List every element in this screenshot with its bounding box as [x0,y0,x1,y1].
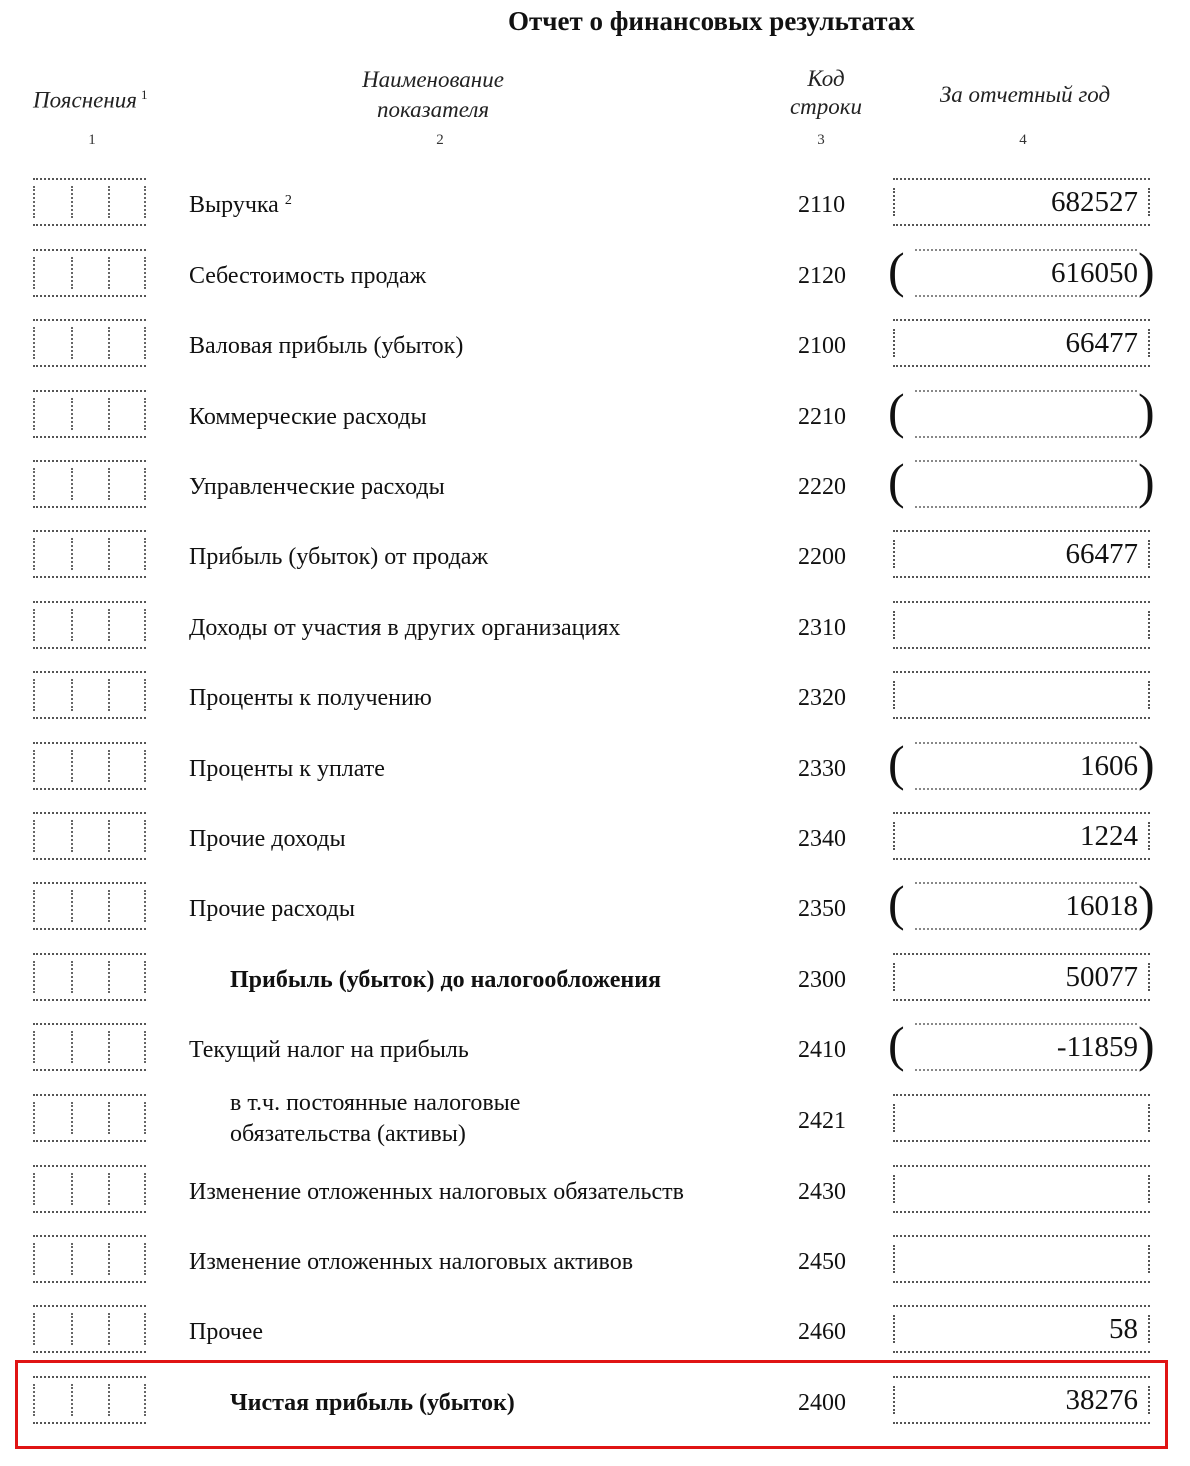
table-row [0,812,1190,882]
header-notes [33,80,173,116]
open-paren: ( [888,383,905,439]
footnote-marker: 2 [284,193,292,208]
notes-field[interactable] [33,530,146,578]
row-code: 2430 [798,1179,846,1205]
row-label [189,331,463,361]
row-label [189,402,427,432]
header-name-line2: показателя [376,97,490,122]
header-period [905,80,1145,110]
header-name [333,65,533,125]
row-value: 58 [1109,1313,1138,1345]
table-row [0,601,1190,671]
header-notes-text: Пояснения [33,87,137,113]
table-row [0,453,1190,530]
row-code: 2460 [798,1319,846,1345]
row-code: 2110 [798,192,846,218]
row-label [189,1317,263,1347]
row-code: 2220 [798,474,846,500]
notes-field[interactable] [33,178,146,226]
notes-field[interactable] [33,390,146,438]
row-code: 2210 [798,404,846,430]
table-row [0,671,1190,741]
row-value: 616050 [1051,257,1138,289]
table-row [0,530,1190,600]
table-row [0,735,1190,812]
close-paren: ) [1138,242,1155,298]
table-row [0,178,1190,248]
value-field[interactable] [915,390,1137,438]
header-name-line1: Наименование [362,67,504,92]
table-row [0,319,1190,389]
row-label-text: Себестоимость продаж [189,263,427,289]
highlight-frame [15,1360,1168,1449]
row-label [189,261,426,291]
row-value: 38276 [1065,1384,1138,1416]
row-label [189,824,346,854]
row-label-text: Прочее [189,1319,264,1345]
row-code: 2310 [798,615,846,641]
row-code: 2100 [798,333,846,359]
notes-field[interactable] [33,1165,146,1213]
row-code: 2410 [798,1037,846,1063]
row-label [189,1035,469,1065]
close-paren: ) [1138,453,1155,509]
notes-field[interactable] [33,882,146,930]
notes-field[interactable] [33,1235,146,1283]
row-code: 2320 [798,685,846,711]
row-label [189,683,432,713]
value-field[interactable] [893,1235,1150,1283]
row-label [189,542,488,572]
row-label-text: Управленческие расходы [189,474,445,500]
table-row [0,953,1190,1023]
row-value: 50077 [1065,961,1138,993]
row-code: 2450 [798,1249,846,1275]
row-code: 2421 [798,1108,846,1134]
table-row [0,875,1190,952]
open-paren: ( [888,453,905,509]
row-code: 2200 [798,544,846,570]
notes-field[interactable] [33,742,146,790]
open-paren: ( [888,875,905,931]
table-row [0,1090,1190,1164]
row-label [189,613,620,643]
row-label-text: Прибыль (убыток) от продаж [189,544,489,570]
row-code: 2340 [798,826,846,852]
row-value: 1606 [1080,750,1138,782]
value-field[interactable] [893,601,1150,649]
notes-field[interactable] [33,319,146,367]
notes-field[interactable] [33,1305,146,1353]
column-number-3: 3 [817,132,825,148]
row-label-text: Изменение отложенных налоговых обязательств [189,1179,684,1205]
open-paren: ( [888,1016,905,1072]
row-label-text: Чистая прибыль (убыток) [230,1390,515,1416]
row-label [230,965,661,995]
row-label-text: Проценты к получению [189,685,432,711]
row-label-text: Прочие расходы [189,896,355,922]
notes-field[interactable] [33,249,146,297]
row-label [189,472,445,502]
row-label [189,754,385,784]
row-label [189,1177,684,1207]
notes-field[interactable] [33,601,146,649]
table-row [0,1016,1190,1093]
row-label-line2: обязательства (активы) [230,1121,466,1147]
row-code: 2330 [798,756,846,782]
row-value: 682527 [1051,186,1138,218]
row-value: -11859 [1056,1031,1138,1063]
open-paren: ( [888,242,905,298]
header-code-line1: Код [807,66,845,91]
close-paren: ) [1138,875,1155,931]
column-number-4: 4 [1019,132,1027,148]
row-value: 1224 [1080,820,1138,852]
header-notes-footnote: 1 [140,87,148,102]
notes-field[interactable] [33,671,146,719]
close-paren: ) [1138,735,1155,791]
row-label-text: Изменение отложенных налоговых активов [189,1249,634,1275]
row-label-text: Проценты к уплате [189,756,385,782]
row-label [230,1088,520,1150]
row-label-text: Прочие доходы [189,826,346,852]
row-label-text: Текущий налог на прибыль [189,1037,469,1063]
row-label-text: Доходы от участия в других организациях [189,615,621,641]
row-code: 2350 [798,896,846,922]
value-field[interactable] [893,1165,1150,1213]
header-code [778,65,874,121]
header-code-line2: строки [789,94,863,119]
title-text: Отчет о финансовых результатах [508,6,915,36]
row-code: 2400 [798,1390,846,1416]
notes-field[interactable] [33,1023,146,1071]
row-label-text: Выручка [189,192,279,218]
row-label [189,1247,633,1277]
value-field[interactable] [915,460,1137,508]
value-field[interactable] [893,1094,1150,1142]
row-label-text: Валовая прибыль (убыток) [189,333,464,359]
open-paren: ( [888,735,905,791]
row-label [189,894,355,924]
close-paren: ) [1138,1016,1155,1072]
close-paren: ) [1138,383,1155,439]
row-value: 66477 [1065,327,1138,359]
table-row [0,383,1190,460]
notes-field[interactable] [33,460,146,508]
column-number-1: 1 [88,132,96,148]
table-row [0,1235,1190,1305]
row-value: 66477 [1065,538,1138,570]
notes-field[interactable] [33,1094,146,1142]
row-label-text: Прибыль (убыток) до налогообложения [230,967,662,993]
value-field[interactable] [893,671,1150,719]
notes-field[interactable] [33,953,146,1001]
column-number-2: 2 [436,132,444,148]
row-code: 2120 [798,263,846,289]
row-label-line1: в т.ч. постоянные налоговые [230,1090,521,1116]
notes-field[interactable] [33,812,146,860]
row-label [189,190,292,220]
header-period-text: За отчетный год [939,82,1111,107]
table-row [0,242,1190,319]
row-value: 16018 [1065,890,1138,922]
table-row [0,1165,1190,1235]
row-label-text: Коммерческие расходы [189,404,427,430]
row-code: 2300 [798,967,846,993]
